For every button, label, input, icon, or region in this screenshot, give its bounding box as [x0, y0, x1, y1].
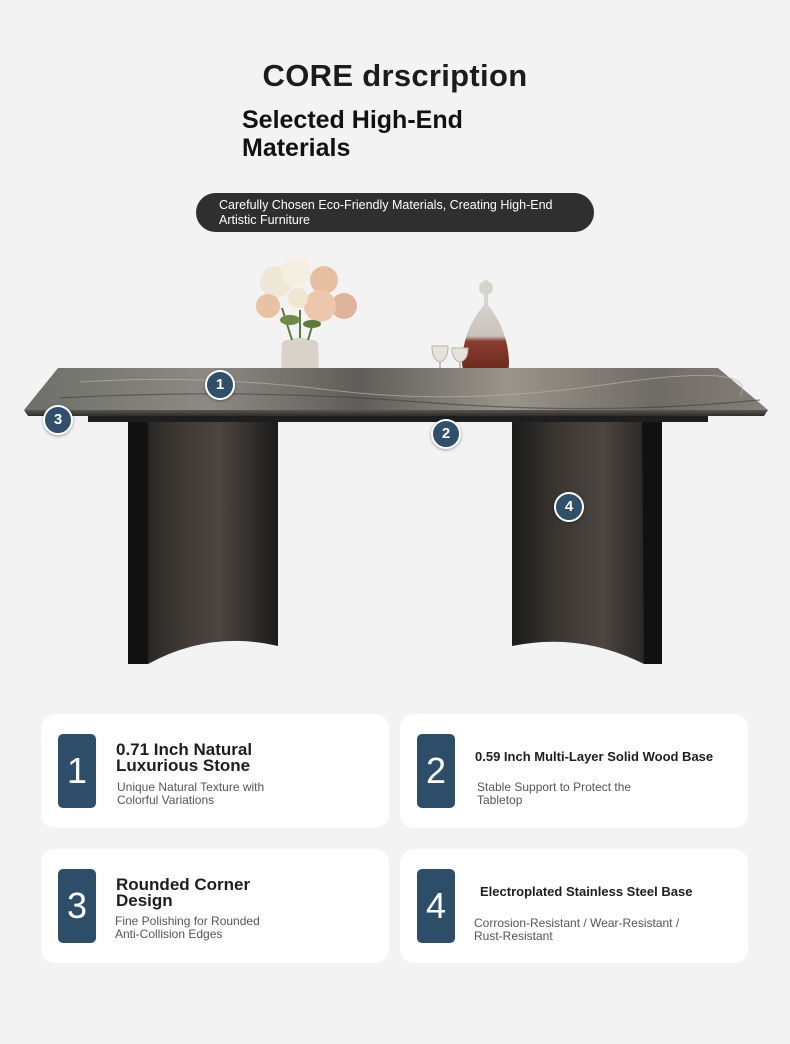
feature-desc-line-1: Corrosion-Resistant / Wear-Resistant / — [474, 916, 680, 930]
feature-card-1 — [41, 714, 389, 828]
feature-desc-line-1: Fine Polishing for Rounded — [115, 914, 260, 928]
dining-table-image — [0, 250, 790, 680]
feature-card-3 — [41, 849, 389, 963]
feature-number-badge: 3 — [58, 869, 96, 943]
tagline-line-1: Carefully Chosen Eco-Friendly Materials, Creating High-End — [219, 198, 553, 212]
marker-3: 3 — [43, 405, 73, 435]
marker-1: 1 — [205, 370, 235, 400]
feature-desc-line-1: Unique Natural Texture with — [117, 780, 265, 794]
feature-title-line-2: Design — [116, 891, 173, 910]
feature-title-line-1: 0.71 Inch Natural — [116, 740, 253, 759]
feature-desc-line-2: Tabletop — [477, 793, 523, 807]
feature-desc-line-2: Colorful Variations — [117, 793, 215, 807]
feature-title-line-2: Luxurious Stone — [116, 756, 251, 775]
feature-title-line-1: 0.59 Inch Multi-Layer Solid Wood Base — [475, 749, 714, 764]
feature-title-line-1: Rounded Corner — [116, 875, 251, 894]
subtitle-line-2: Materials — [242, 134, 351, 162]
feature-title — [475, 749, 725, 765]
marble-tabletop — [24, 368, 768, 422]
feature-number-badge: 2 — [417, 734, 455, 808]
feature-number-badge: 1 — [58, 734, 96, 808]
feature-card-4 — [400, 849, 748, 963]
feature-description — [477, 781, 727, 807]
feature-title-line-1: Electroplated Stainless Steel Base — [480, 884, 693, 899]
feature-description — [115, 915, 365, 941]
tagline-line-2: Artistic Furniture — [219, 213, 310, 227]
marker-4: 4 — [554, 492, 584, 522]
feature-title — [480, 884, 730, 900]
feature-description — [474, 917, 724, 943]
product-illustration — [0, 250, 790, 680]
feature-title — [116, 742, 366, 774]
feature-card-2 — [400, 714, 748, 828]
subtitle-line-1: Selected High-End — [242, 106, 463, 134]
flower-vase — [256, 257, 357, 385]
tagline-pill — [196, 193, 594, 232]
section-subtitle — [242, 106, 562, 162]
feature-desc-line-2: Rust-Resistant — [474, 929, 553, 943]
feature-number-badge: 4 — [417, 869, 455, 943]
feature-description — [117, 781, 367, 807]
steel-base — [128, 422, 662, 664]
feature-title — [116, 877, 366, 909]
marker-2: 2 — [431, 419, 461, 449]
feature-desc-line-2: Anti-Collision Edges — [115, 927, 223, 941]
feature-desc-line-1: Stable Support to Protect the — [477, 780, 632, 794]
page-title: CORE drscription — [262, 58, 528, 93]
